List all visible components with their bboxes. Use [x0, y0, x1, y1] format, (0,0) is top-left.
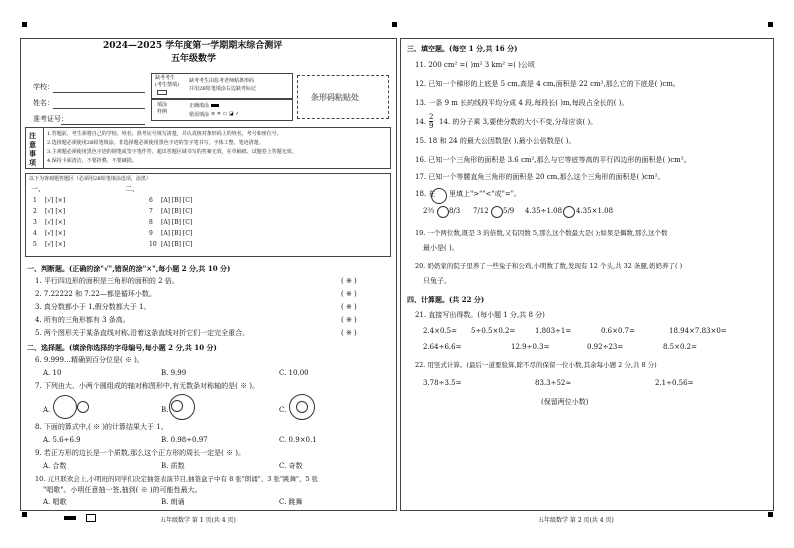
school-field[interactable] — [53, 92, 145, 93]
calc-3-2: 83.3÷52≈ — [535, 379, 572, 387]
calc-1-3: 1.803÷1= — [535, 327, 572, 335]
corner-mark — [22, 512, 27, 517]
question-19-line2: 最小是( )。 — [423, 244, 459, 252]
q9-option-a: A. 合数 — [43, 462, 67, 470]
name-label: 姓名： — [33, 99, 54, 107]
question-16: 16. 已知一个三角形的面积是 3.6 cm²,那么与它等底等高的平行四边形的面积是( )cm²。 — [415, 156, 691, 164]
wrong-fill-label: 错误填涂 — [189, 112, 210, 118]
question-6: 6. 9.999…精确到百分位是( ※ )。 — [35, 356, 144, 364]
answer-paren-2[interactable]: ( ※ ) — [341, 290, 357, 298]
objective-title: 以下为客观题答题区（必须用2B铅笔填涂选项，涂黑） — [29, 176, 151, 182]
judge-number: 5 — [33, 241, 37, 248]
section-judge-title: 一、判断题。(正确的涂"√",错误的涂"×",每小题 2 分,共 10 分) — [27, 264, 231, 273]
judge-bubbles[interactable]: [√] [×] — [45, 230, 66, 237]
question-10-line2: "唱歌"。小明任意抽一签,抽到( ※ )的可能性最大。 — [43, 486, 202, 494]
question-17: 17. 已知一个等腰直角三角形的面积是 20 cm,那么这个三角形的面积是( )cm²。 — [415, 173, 665, 181]
q7-option-b: B. — [161, 406, 169, 414]
answer-sheet-page-2 — [400, 38, 774, 511]
question-13: 13. 一条 9 m 长的线段平均分成 4 段,每段长( )m,每段占全长的( )。 — [415, 99, 629, 107]
exam-subtitle: 五年级数学 — [171, 54, 217, 64]
q7-figure-a-small — [77, 401, 89, 413]
absent-title: 缺考考生 (考生禁填) — [155, 75, 179, 88]
name-field[interactable] — [53, 108, 145, 109]
question-20-line1: 20. 奶奶家的院子里养了一些兔子和公鸡,小明数了数,发现有 12 个头,共 32 条腿,奶奶养了( ) — [415, 262, 683, 270]
q18-compare-3[interactable] — [563, 206, 575, 218]
question-7: 7. 下列由大、小两个圆组成的轴对称图形中,有无数条对称轴的是( ※ )。 — [35, 382, 260, 390]
answer-sheet-page-1 — [20, 38, 397, 511]
question-22: 22. 用竖式计算。(最后一道要验算,除不尽的保留一位小数,其余每小题 2 分,共 8 分) — [415, 361, 657, 369]
corner-mark — [768, 512, 773, 517]
notice-4: 4.保持卡面清洁，不要折叠，不要破损。 — [47, 158, 137, 164]
choice-number: 10 — [149, 241, 157, 248]
question-10-line1: 10. 元旦联欢会上,小明班的同学们决定抽签表演节目,抽签盒子中有 8 张"朗诵"、3 张"跳舞"、5 张 — [35, 475, 319, 483]
q18-blank-circle[interactable] — [431, 188, 447, 204]
q9-option-c: C. 奇数 — [279, 462, 303, 470]
page-2-footer: 五年级数学 第 2 页(共 4 页) — [538, 517, 614, 524]
judge-bubbles[interactable]: [√] [×] — [45, 197, 66, 204]
part-two-label: 二、 — [125, 185, 139, 193]
choice-bubbles[interactable]: [A] [B] [C] — [161, 241, 193, 248]
question-20-line2: 只兔子。 — [423, 277, 451, 285]
calc-1-5: 18.94×7.83×0= — [669, 327, 727, 335]
notice-title: 注 意 事 项 — [29, 131, 36, 167]
q18-item-1: 2⅔ — [423, 207, 435, 215]
judge-bubbles[interactable]: [√] [×] — [45, 208, 66, 215]
choice-bubbles[interactable]: [A] [B] [C] — [161, 197, 193, 204]
calc-2-2: 12.9÷0.3= — [511, 343, 550, 351]
q7-figure-b-small — [171, 400, 183, 412]
answer-paren-1[interactable]: ( ※ ) — [341, 277, 357, 285]
question-14-num: 14. — [415, 118, 427, 126]
calc-3-3: 2.1÷0.56= — [655, 379, 694, 387]
q18-compare-2[interactable] — [491, 206, 503, 218]
section-fill-title: 三、填空题。(每空 1 分,共 16 分) — [407, 44, 518, 53]
q18-item-2b: 5/9 — [503, 207, 515, 215]
q18-compare-1[interactable] — [437, 206, 449, 218]
judge-number: 3 — [33, 219, 37, 226]
question-1: 1. 平行四边形的面积是三角形的面积的 2 倍。 — [35, 277, 179, 285]
q10-option-b: B. 朗诵 — [161, 498, 185, 506]
section-choice-title: 二、选择题。(填涂你选择的字母编号,每小题 2 分,共 10 分) — [27, 343, 217, 352]
part-one-label: 一、 — [31, 185, 45, 193]
notice-2: 2.选择题必须使用2B铅笔填涂，非选择题必须使用黑色字迹的签字笔书写，字体工整、笔迹清楚。 — [47, 140, 264, 146]
page-marker — [64, 516, 76, 520]
judge-bubbles[interactable]: [√] [×] — [45, 241, 66, 248]
wrong-fill-sample: ⊘ ✕ ▭ ◪ ✓ — [211, 111, 240, 117]
judge-number: 4 — [33, 230, 37, 237]
question-5: 5. 两个图形关于某条直线对称,沿着这条直线对折它们一定完全重合。 — [35, 329, 250, 337]
q6-option-c: C. 10.00 — [279, 369, 309, 377]
barcode-label: 条形码粘贴处 — [311, 92, 359, 102]
calc-2-4: 8.5×0.2= — [663, 343, 697, 351]
choice-number: 8 — [149, 219, 153, 226]
q18-item-3b: 4.35×1.08 — [576, 207, 614, 215]
absent-hint: 缺考考生由监考老师贴条形码 并用2B铅笔填涂右边缺考标记 — [189, 78, 256, 92]
q6-option-b: B. 9.99 — [161, 369, 187, 377]
question-19-line1: 19. 一个两位数,既是 3 的倍数,又有因数 5,那么这个数最大是( );如果是偶数,那么这个数 — [415, 229, 668, 237]
choice-bubbles[interactable]: [A] [B] [C] — [161, 230, 193, 237]
q8-option-b: B. 0.98÷0.97 — [161, 436, 208, 444]
page-marker-box — [86, 514, 96, 522]
correct-fill-label: 正确填涂 — [189, 103, 210, 109]
q18-item-3: 4.35÷1.08 — [525, 207, 563, 215]
exam-number-label: 准考证号： — [33, 115, 68, 123]
question-2: 2. 7.22222 和 7.22—都是循环小数。 — [35, 290, 156, 298]
notice-divider — [43, 127, 44, 169]
fill-sample-label: 填涂 样例 — [157, 102, 168, 115]
q6-option-a: A. 10 — [43, 369, 62, 377]
exam-title: 2024—2025 学年度第一学期期末综合测评 — [103, 41, 283, 51]
q7-figure-c-small — [296, 401, 308, 413]
correct-fill-sample — [211, 104, 219, 107]
judge-bubbles[interactable]: [√] [×] — [45, 219, 66, 226]
answer-paren-3[interactable]: ( ※ ) — [341, 303, 357, 311]
q8-option-a: A. 5.6÷6.9 — [43, 436, 81, 444]
answer-paren-4[interactable]: ( ※ ) — [341, 316, 357, 324]
choice-number: 6 — [149, 197, 153, 204]
calc-1-2: 5÷0.5×0.2= — [471, 327, 516, 335]
corner-mark — [392, 22, 397, 27]
choice-number: 9 — [149, 230, 153, 237]
calc-1-4: 0.6×0.7= — [601, 327, 635, 335]
calc-2-3: 0.92÷23= — [587, 343, 624, 351]
page-1-footer: 五年级数学 第 1 页(共 4 页) — [160, 517, 236, 524]
question-9: 9. 若正方形的边长是一个质数,那么这个正方形的周长一定是( ※ )。 — [35, 449, 246, 457]
calc-3-1: 3.78÷3.5= — [423, 379, 462, 387]
calc-2-1: 2.64÷6.6= — [423, 343, 462, 351]
q14-fraction: 2 9 — [429, 113, 434, 130]
q8-option-c: C. 0.9×0.1 — [279, 436, 317, 444]
objective-area — [25, 173, 391, 257]
q7-option-a: A. — [43, 406, 51, 414]
question-18-tail: 里填上">""<"或"="。 — [449, 190, 521, 198]
notice-3: 3.主观题必须使用黑色字迹的钢笔或签字笔作答，超出答题区域书写的答案无效，在草稿纸、试题卷上答题无效。 — [47, 149, 297, 155]
absent-checkbox[interactable] — [157, 90, 167, 95]
q7-option-c: C. — [279, 406, 287, 414]
notice-1: 1.答题前，考生须将自己的学校、姓名、准考证号填写清楚，并认真核对条形码上的姓名、考号和座位号。 — [47, 131, 282, 137]
section-calc-title: 四、计算题。(共 22 分) — [407, 295, 485, 304]
school-label: 学校： — [33, 83, 54, 91]
question-3: 3. 真分数都小于 1,假分数都大于 1。 — [35, 303, 151, 311]
corner-mark — [22, 22, 27, 27]
q9-option-b: B. 质数 — [161, 462, 185, 470]
question-18: 18. 在 — [415, 190, 436, 198]
question-4: 4. 所有的三角形都有 3 条高。 — [35, 316, 130, 324]
calc-1-1: 2.4×0.5= — [423, 327, 457, 335]
corner-mark — [768, 22, 773, 27]
judge-number: 2 — [33, 208, 37, 215]
choice-bubbles[interactable]: [A] [B] [C] — [161, 208, 193, 215]
question-8: 8. 下面的算式中,( ※ )的计算结果大于 1。 — [35, 423, 168, 431]
question-15: 15. 18 和 24 的最大公因数是( ),最小公倍数是( )。 — [415, 137, 576, 145]
question-14: 14. 的分子乘 3,要使分数的大小不变,分母应该( )。 — [439, 118, 598, 126]
keep-two-decimals-note: (保留两位小数) — [541, 398, 589, 406]
answer-paren-5[interactable]: ( ※ ) — [341, 329, 357, 337]
q18-item-1b: 8/3 — [449, 207, 461, 215]
exam-number-field[interactable] — [61, 124, 145, 125]
choice-number: 7 — [149, 208, 153, 215]
q10-option-c: C. 跳舞 — [279, 498, 303, 506]
question-21: 21. 直接写出得数。(每小题 1 分,共 8 分) — [415, 311, 545, 319]
q7-figure-a — [53, 395, 77, 419]
q10-option-a: A. 唱歌 — [43, 498, 67, 506]
choice-bubbles[interactable]: [A] [B] [C] — [161, 219, 193, 226]
judge-number: 1 — [33, 197, 37, 204]
question-12: 12. 已知一个梯形的上底是 5 cm,高是 4 cm,面积是 22 cm²,那么它的下底是( )cm。 — [415, 80, 680, 88]
question-11: 11. 200 cm² =( )m² 3 km² =( )公顷 — [415, 61, 535, 69]
q18-item-2: 7/12 — [473, 207, 489, 215]
